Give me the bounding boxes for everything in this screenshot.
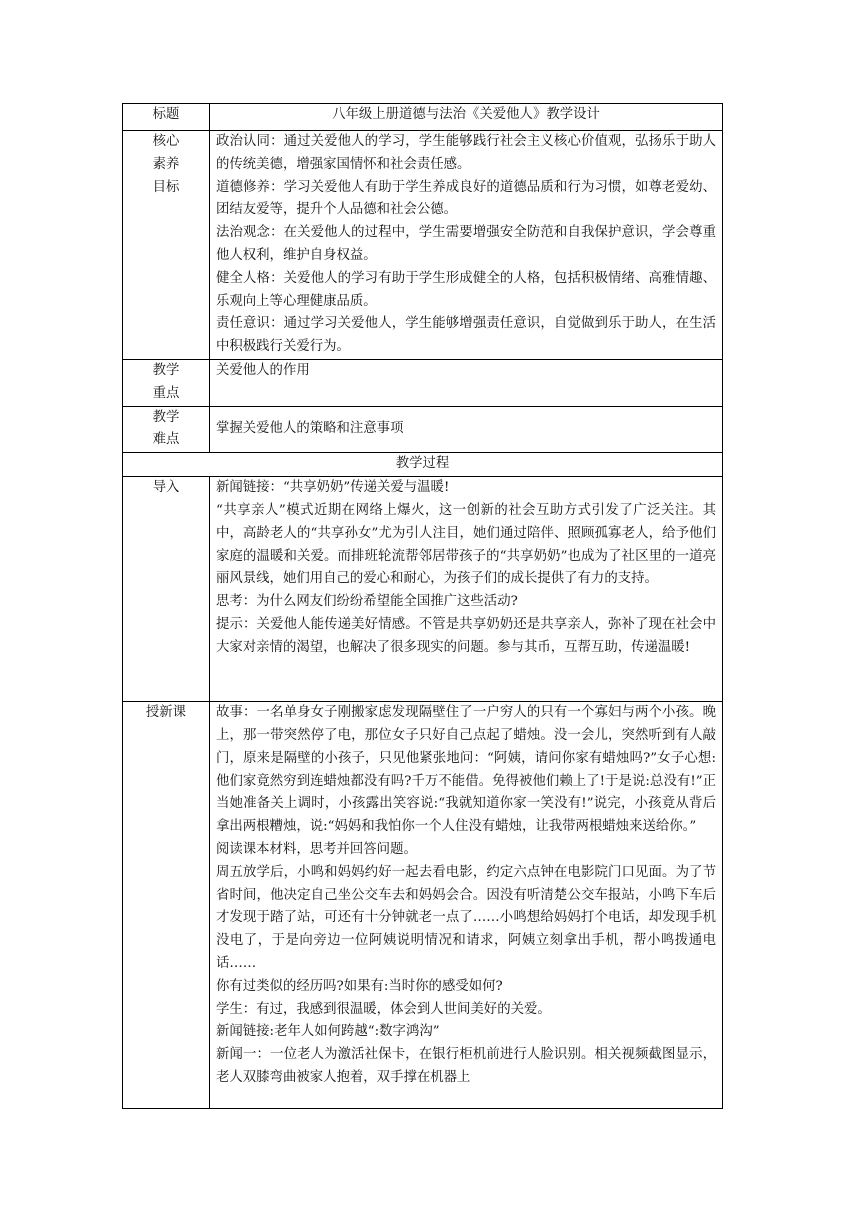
row-difficult-points — [123, 406, 723, 453]
core-goal-item: 健全人格：关爱他人的学习有助于学生形成健全的人格，包括积极情绪、高雅情趣、乐观向上等心理健康品质。 — [216, 270, 716, 309]
new-lesson-content — [210, 702, 723, 1109]
intro-paragraph: 思考：为什么网友们纷纷希望能全国推广这些活动? — [216, 594, 518, 610]
key-points-label: 教学 重点 — [123, 359, 210, 406]
row-title — [123, 104, 723, 131]
title-label: 标题 — [123, 104, 210, 131]
new-lesson-label: 授新课 — [123, 702, 210, 1109]
intro-paragraph: 新闻链接：“共享奶奶”传递关爱与温暖! — [216, 480, 450, 496]
difficult-points-label: 教学 难点 — [123, 406, 210, 453]
row-new-lesson — [123, 702, 723, 1109]
core-goals-label: 核心 素养 目标 — [123, 131, 210, 360]
row-process-header — [123, 453, 723, 477]
key-points-value: 关爱他人的作用 — [210, 359, 723, 406]
difficult-points-value: 掌握关爱他人的策略和注意事项 — [210, 406, 723, 453]
core-goal-item: 法治观念：在关爱他人的过程中，学生需要增强安全防范和自我保护意识，学会尊重他人权利，维护自身权益。 — [216, 225, 716, 263]
lesson-paragraph: 周五放学后，小鸣和妈妈约好一起去看电影，约定六点钟在电影院门口见面。为了节省时间，他决定自己坐公交车去和妈妈会合。因没有听清楚公交车报站，小鸣下车后才发现于踏了站，可还有十分钟就老一点了……小鸣想给妈妈打个电话，却发现手机没电了，于是向旁边一位阿姨说明情况和请求，阿姨立刻拿出手机，帮小鸣拨通电话…… — [216, 864, 716, 971]
intro-paragraph: “共享亲人”模式近期在网络上爆火，这一创新的社会互助方式引发了广泛关注。其中，高龄老人的“共享孙女”尤为引人注目，她们通过陪伴、照顾孤寡老人，给予他们家庭的温暖和关爱。而排班轮流帮邻居带孩子的“共享奶奶”也成为了社区里的一道亮丽风景线，她们用自己的爱心和耐心，为孩子们的成长提供了有力的支持。 — [216, 502, 716, 587]
core-goal-item: 道德修养：学习关爱他人有助于学生养成良好的道德品质和行为习惯，如尊老爱幼、团结友爱等，提升个人品德和社会公德。 — [216, 179, 716, 218]
title-value: 八年级上册道德与法治《关爱他人》教学设计 — [210, 104, 723, 131]
lesson-paragraph: 新闻链接:老年人如何跨越“:数字鸿沟” — [216, 1024, 440, 1040]
intro-content — [210, 477, 723, 702]
row-intro — [123, 477, 723, 702]
lesson-paragraph: 阅读课本材料，思考并回答问题。 — [216, 841, 417, 857]
lesson-paragraph: 学生：有过，我感到很温暖，体会到人世间美好的关爱。 — [216, 1001, 551, 1017]
core-goal-item: 责任意识：通过学习关爱他人，学生能够增强责任意识，自觉做到乐于助人，在生活中积极践行关爱行为。 — [216, 316, 716, 355]
lesson-paragraph: 故事：一名单身女子刚搬家虑发现隔壁住了一户穷人的只有一个寡妇与两个小孩。晚上，那一带突然停了电，那位女子只好自己点起了蜡烛。没一会儿，突然听到有人敲门，原来是隔壁的小孩子，只见他紧张地问：“阿姨，请问你家有蜡烛吗?”女子心想:他们家竟然穷到连蜡烛都没有吗?千万不能借。免得被他们赖上了!于是说:总没有!”正当她准备关上调时，小孩露出笑容说:“我就知道你家一笑没有!”说完，小孩竟从背后拿出两根糟烛，说:“妈妈和我怕你一个人住没有蜡烛，让我带两根蜡烛来送给你。” — [216, 705, 716, 835]
lesson-plan-table — [122, 103, 723, 1109]
process-header: 教学过程 — [123, 453, 723, 477]
core-goals-content — [210, 131, 723, 360]
row-key-points — [123, 359, 723, 406]
row-core-goals — [123, 131, 723, 360]
core-goal-item: 政治认同：通过关爱他人的学习，学生能够践行社会主义核心价值观，弘扬乐于助人的传统美德，增强家国情怀和社会责任感。 — [216, 134, 716, 172]
lesson-paragraph: 新闻一：一位老人为激活社保卡，在银行柜机前进行人脸识别。相关视频截图显示，老人双膝弯曲被家人抱着，双手撑在机器上 — [216, 1047, 716, 1085]
intro-paragraph: 提示：关爱他人能传递美好情感。不管是共享奶奶还是共享亲人，弥补了现在社会中大家对亲情的渴望，也解决了很多现实的问题。参与其币，互帮互助，传递温暖! — [216, 616, 716, 655]
lesson-paragraph: 你有过类似的经历吗?如果有:当时你的感受如何? — [216, 978, 503, 994]
intro-label: 导入 — [123, 477, 210, 702]
